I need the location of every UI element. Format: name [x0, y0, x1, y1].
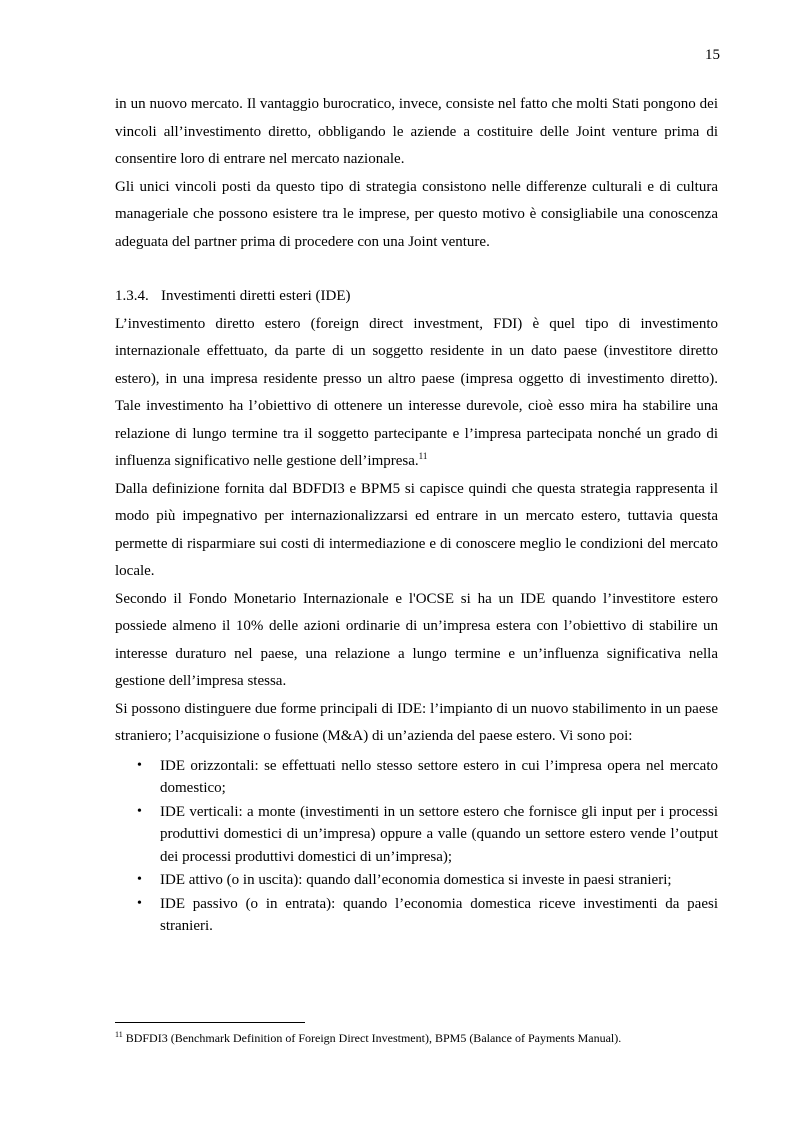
list-item-text: IDE passivo (o in entrata): quando l’economia domestica riceve investimenti da paesi stranieri. — [160, 895, 718, 934]
list-item — [115, 893, 718, 938]
list-item-text: IDE verticali: a monte (investimenti in un settore estero che fornisce gli input per i processi produttivi domestici di un’impresa) oppure a valle (quando un settore estero vende l’output dei processi produttivi domestici di un’impresa); — [160, 803, 718, 865]
list-item — [115, 801, 718, 869]
paragraph-fdi-definition — [115, 311, 718, 476]
footnote-reference[interactable]: 11 — [418, 451, 428, 461]
paragraph-fdi-definition-text: L’investimento diretto estero (foreign direct investment, FDI) è quel tipo di investimento internazionale effettuato, da parte di un soggetto residente in un dato paese (investitore diretto estero), in una impresa residente presso un altro paese (impresa oggetto di investimento diretto). Tale investimento ha l’obiettivo di ottenere un interesse durevole, cioè esso mira ha stabilire una relazione di lungo termine tra il soggetto partecipante e l’impresa partecipata nonché un grado di influenza significativo nelle gestione dell’impresa. — [115, 315, 718, 469]
list-item-text: IDE attivo (o in uscita): quando dall’economia domestica si investe in paesi stranieri; — [160, 872, 672, 888]
list-item-text: IDE orizzontali: se effettuati nello stesso settore estero in cui l’impresa opera nel mercato domestico; — [160, 757, 718, 796]
page-content — [115, 91, 718, 939]
list-item — [115, 869, 718, 892]
footnote-divider — [115, 1022, 305, 1023]
paragraph-constraints: Gli unici vincoli posti da questo tipo di strategia consistono nelle differenze culturali e di cultura manageriale che possono esistere tra le imprese, per questo motivo è consigliabile una conoscenza adeguata del partner prima di procedere con una Joint venture. — [115, 178, 718, 250]
bullet-icon: • — [137, 895, 142, 911]
spacer — [115, 256, 718, 283]
paragraph-intro: in un nuovo mercato. Il vantaggio burocratico, invece, consiste nel fatto che molti Stati pongono dei vincoli all’investimento diretto, obbligando le aziende a costituire delle Joint venture prima di consentire loro di entrare nel mercato nazionale. — [115, 96, 718, 167]
paragraph-bdfdi: Dalla definizione fornita dal BDFDI3 e BPM5 si capisce quindi che questa strategia rappresenta il modo più impegnativo per internazionalizzarsi ed entrare in un mercato estero, tuttavia questa permette di risparmiare sui costi di intermediazione e di conoscere meglio le condizioni del mercato locale. — [115, 480, 718, 579]
bullet-icon: • — [137, 803, 142, 819]
section-heading — [115, 283, 718, 311]
bullet-icon: • — [137, 757, 142, 773]
paragraph-forms: Si possono distinguere due forme principali di IDE: l’impianto di un nuovo stabilimento in un paese straniero; l’acquisizione o fusione (M&A) di un’azienda del paese estero. Vi sono poi: — [115, 700, 718, 744]
section-title: Investimenti diretti esteri (IDE) — [161, 288, 351, 304]
section-number: 1.3.4. — [115, 288, 149, 304]
ide-types-list — [115, 755, 718, 938]
bullet-icon: • — [137, 872, 142, 887]
footnote-number: 11 — [115, 1030, 123, 1039]
footnote — [115, 1031, 718, 1046]
page-number: 15 — [705, 47, 720, 63]
footnote-text: BDFDI3 (Benchmark Definition of Foreign Direct Investment), BPM5 (Balance of Payments Manual). — [125, 1031, 622, 1045]
list-item — [115, 755, 718, 800]
paragraph-fmi-ocse: Secondo il Fondo Monetario Internazionale e l'OCSE si ha un IDE quando l’investitore estero possiede almeno il 10% delle azioni ordinarie di un’impresa estera con l’obiettivo di stabilire un interesse duraturo nel paese, una relazione a lungo termine e un’influenza significativa nella gestione dell’impresa stessa. — [115, 590, 718, 689]
